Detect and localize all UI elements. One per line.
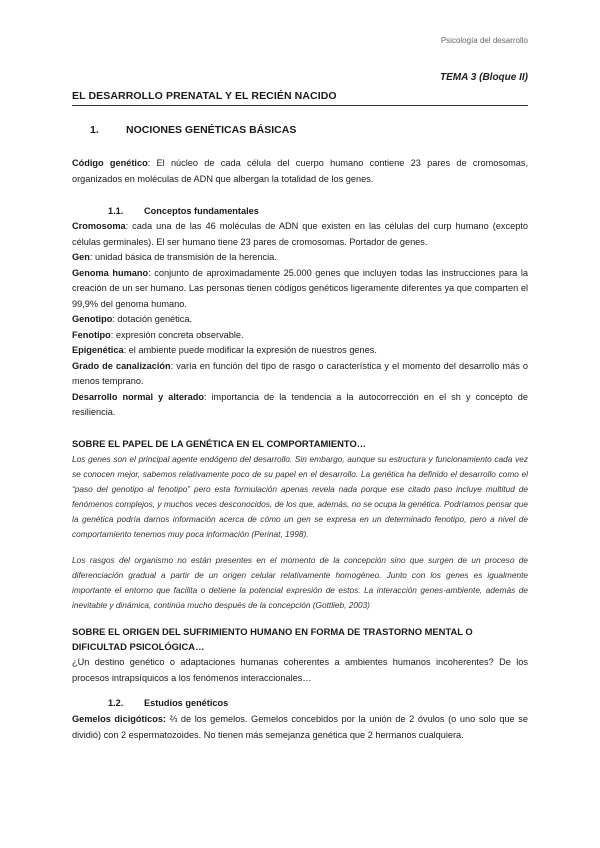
genetics-role-heading: SOBRE EL PAPEL DE LA GENÉTICA EN EL COMPORTAMIENTO…: [72, 438, 367, 449]
definition-text: : el ambiente puede modificar la expresión de nuestros genes.: [123, 345, 377, 355]
definition-term: Desarrollo normal y alterado: [72, 391, 204, 402]
suffering-paragraph: ¿Un destino genético o adaptaciones humanas coherentes a ambientes humanos incoherentes? De los procesos intrapsíquicos a los fenómenos interaccionales…: [72, 657, 528, 683]
definition-item: [72, 359, 528, 390]
twins-term: Gemelos dicigóticos:: [72, 714, 166, 724]
definition-text: : varía en función del tipo de rasgo o característica y el momento del desarrollo más o menos temprano.: [72, 360, 528, 386]
definition-text: : unidad básica de transmisión de la herencia.: [89, 252, 277, 262]
definition-item: [72, 328, 528, 344]
intro-paragraph: [72, 156, 528, 187]
subsection-title: Estudios genéticos: [144, 698, 229, 708]
subsection-number: 1.2.: [108, 698, 124, 708]
intro-term: Código genético: [72, 158, 148, 168]
title-underline: [72, 105, 528, 106]
definition-item: [72, 390, 528, 421]
definition-text: : importancia de la tendencia a la autocorrección en el sh y concepto de resiliencia.: [72, 391, 528, 417]
genetics-quote-2: Los rasgos del organismo no están presentes en el momento de la concepción sino que surgen de un proceso de diferenciación gradual a partir de un origen celular relativamente homogéneo. Junto con los genes es igualmente importante el entorno que facilita o detiene la potencial expresión de estos. La interacción genes-ambiente, además de inevitable y dinámica, continúa mucho después de la concepción (Gottlieb, 2003): [72, 555, 528, 610]
section-title: NOCIONES GENÉTICAS BÁSICAS: [126, 124, 297, 136]
definition-item: [72, 312, 528, 328]
section-number: 1.: [90, 124, 99, 136]
subsection-heading-2: [108, 698, 228, 708]
suffering-heading: SOBRE EL ORIGEN DEL SUFRIMIENTO HUMANO EN FORMA DE TRASTORNO MENTAL O DIFICULTAD PSICOLÓGICA…: [72, 626, 473, 652]
definition-term: Genoma humano: [72, 267, 149, 278]
subsection-title: Conceptos fundamentales: [144, 206, 259, 216]
definition-term: Fenotipo: [72, 329, 111, 340]
definition-item: [72, 250, 528, 266]
definition-term: Gen: [72, 252, 90, 262]
definition-item: [72, 266, 528, 313]
subsection-heading: [108, 206, 259, 216]
running-header: Psicología del desarrollo: [440, 36, 528, 45]
definition-term: Cromosoma: [72, 221, 126, 231]
topic-label: TEMA 3 (Bloque II): [440, 72, 528, 83]
section-heading: [90, 124, 296, 136]
page-title: EL DESARROLLO PRENATAL Y EL RECIÉN NACIDO: [72, 90, 337, 102]
twins-paragraph: [72, 712, 528, 743]
definition-text: : expresión concreta observable.: [110, 329, 244, 340]
definition-term: Grado de canalización: [72, 360, 171, 371]
genetics-quote-1: Los genes son el principal agente endógeno del desarrollo. Sin embargo, aunque su estructura y funcionamiento cada vez se conocen mejor, sabemos relativamente poco de su papel en el desarrollo. La genética ha definido el desarrollo como el “paso del genotipo al fenotipo” pero esta formulación apenas revela nada porque ese citado paso incluye multitud de fenómenos complejos, y muchos veces desconocidos, de los que, además, no se ocupa la genética. Podríamos pensar que la genética podría darnos información acerca de cómo un gen se expresa en un determinado fenotipo, pero a nivel de comportamiento tenemos muy poca información (Perinat, 1998).: [72, 454, 528, 539]
subsection-number: 1.1.: [108, 206, 124, 216]
definition-term: Genotipo: [72, 314, 113, 324]
definitions-list: [72, 219, 528, 421]
intro-text: : El núcleo de cada célula del cuerpo humano contiene 23 pares de cromosomas, organizados en moléculas de ADN que albergan la totalidad de los genes.: [72, 158, 528, 184]
definition-text: : cada una de las 46 moléculas de ADN que existen en las células del curp humano (excepto células germinales). El ser humano tiene 23 pares de cromosomas. Portador de genes.: [72, 221, 528, 247]
twins-text: ⅔ de los gemelos. Gemelos concebidos por la unión de 2 óvulos (o uno solo que se dividió) con 2 espermatozoides. No tienen más semejanza genética que 2 hermanos cualquiera.: [72, 714, 528, 740]
definition-item: [72, 343, 528, 359]
definition-text: : dotación genética.: [112, 314, 193, 324]
definition-term: Epigenética: [72, 345, 124, 355]
definition-text: : conjunto de aproximadamente 25.000 genes que incluyen todas las instrucciones para la creación de un ser humano. Las personas tienen códigos genéticos ligeramente diferentes ya que comparten el 99,9% del genoma humano.: [72, 267, 528, 309]
definition-item: [72, 219, 528, 250]
